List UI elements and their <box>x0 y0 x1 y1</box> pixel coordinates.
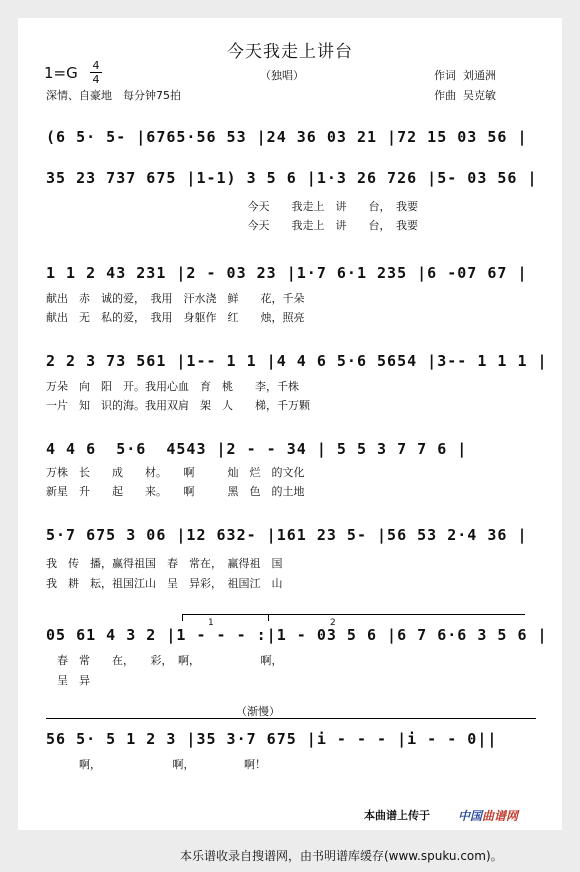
time-sig-top: 4 <box>92 59 100 72</box>
notation-line-3: 1 1 2 43 231 |2 - 03 23 |1·7 6·1 235 |6 -07 67 | <box>46 264 528 282</box>
lyrics-7-verse-1: 春 常 在， 彩， 啊， 啊， <box>46 654 283 667</box>
notation-line-7: 05 61 4 3 2 |1 - - - :|1 - 03 5 6 |6 7 6·6 3 5 6 | <box>46 626 548 644</box>
notation-line-4: 2 2 3 73 561 |1-- 1 1 |4 4 6 5·6 5654 |3-- 1 1 1 | <box>46 352 548 370</box>
lyrics-3-verse-1: 献出 赤 诚的爱， 我用 汗水浇 鲜 花，千朵 <box>46 292 305 305</box>
site-logo[interactable] <box>458 807 518 824</box>
source-credit: 本乐谱收录自搜谱网，由书明谱库缓存(www.spuku.com)。 <box>180 849 503 863</box>
notation-line-5: 4 4 6 5·6 4543 |2 - - 34 | 5 5 3 7 7 6 | <box>46 440 468 458</box>
volta-2-label: 2 <box>330 618 336 628</box>
composer: 作曲 吴克敏 <box>434 89 496 102</box>
volta-1-bracket <box>182 614 275 621</box>
lyrics-6-verse-2: 我 耕 耘，祖国江山 呈 异彩， 祖国江 山 <box>46 577 283 590</box>
notation-line-1: (6 5· 5- |6765·56 53 |24 36 03 21 |72 15 03 56 | <box>46 128 528 146</box>
lyricist: 作词 刘通洲 <box>434 69 496 82</box>
lyrics-2-verse-2: 今天 我走上 讲 台， 我要 <box>46 219 418 232</box>
upload-notice: 本曲谱上传于 <box>364 809 430 822</box>
lyrics-5-verse-2: 新星 升 起 来。 啊 黑 色 的土地 <box>46 485 305 498</box>
time-signature <box>90 60 102 85</box>
performance-type: （独唱） <box>260 69 304 82</box>
volta-2-bracket <box>268 614 525 621</box>
volta-1-label: 1 <box>208 618 214 628</box>
song-title: 今天我走上讲台 <box>227 42 353 62</box>
notation-line-8: 56 5· 5 1 2 3 |35 3·7 675 |i - - - |i - - 0|| <box>46 730 498 748</box>
lyrics-2-verse-1: 今天 我走上 讲 台， 我要 <box>46 200 418 213</box>
logo-text-b: 曲谱网 <box>482 809 519 823</box>
score-sheet <box>18 18 562 830</box>
tempo-change-marking: （渐慢） <box>236 705 280 718</box>
notation-line-6: 5·7 675 3 06 |12 632- |161 23 5- |56 53 2·4 36 | <box>46 526 528 544</box>
lyrics-4-verse-1: 万朵 向 阳 开。我用心血 育 桃 李，千株 <box>46 380 299 393</box>
logo-text-a: 中国 <box>458 809 483 823</box>
phrase-line <box>46 718 536 719</box>
tempo-marking: 深情、自豪地 每分钟75拍 <box>46 89 181 102</box>
notation-line-2: 35 23 737 675 |1-1) 3 5 6 |1·3 26 726 |5- 03 56 | <box>46 169 538 187</box>
lyrics-7-verse-2: 呈 异 <box>46 674 90 687</box>
time-sig-bottom: 4 <box>92 73 100 86</box>
lyrics-6-verse-1: 我 传 播，赢得祖国 春 常在， 赢得祖 国 <box>46 557 283 570</box>
key-signature: 1=G <box>44 64 78 82</box>
lyrics-8-verse-1: 啊， 啊， 啊！ <box>46 758 266 771</box>
lyrics-5-verse-1: 万株 长 成 材。 啊 灿 烂 的文化 <box>46 466 305 479</box>
lyrics-3-verse-2: 献出 无 私的爱， 我用 身躯作 红 烛，照亮 <box>46 311 305 324</box>
lyrics-4-verse-2: 一片 知 识的海。我用双肩 架 人 梯，千万颗 <box>46 399 310 412</box>
